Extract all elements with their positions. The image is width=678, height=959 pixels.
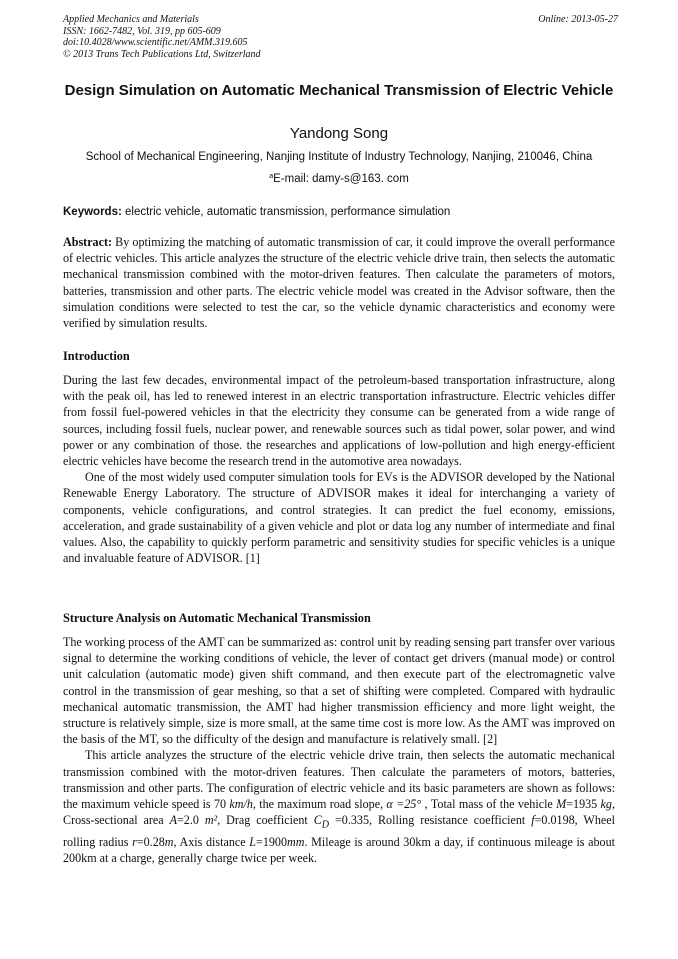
email-superscript: a <box>269 173 274 180</box>
structure-paragraph-2 <box>63 747 615 866</box>
structure-heading: Structure Analysis on Automatic Mechanical Transmission <box>63 611 371 625</box>
text-run: =2.0 <box>176 813 205 828</box>
abstract-text: By optimizing the matching of automatic transmission of car, it could improve the overall performance of electric vehicles. This article analyzes the structure of the electric vehicle drive train, then selects the automatic mechanical transmission combined with the motor-driven features. Then calculate the parameters of motors, batteries, transmission and other parts. The electric vehicle model was created in the Advisor software, then the simulation conditions were selected to test the car, so the vehicle dynamic characteristics and economy were verified by simulation results. <box>63 235 615 331</box>
text-run: =0.0198, Wheel rolling radius <box>63 813 615 849</box>
axis-symbol: L <box>249 834 256 849</box>
text-run: , Total mass of the vehicle <box>421 797 557 812</box>
text-run: , Drag coefficient <box>217 813 314 828</box>
area-unit: m² <box>204 813 218 828</box>
text-run: =1935 <box>566 797 601 812</box>
copyright: © 2013 Trans Tech Publications Ltd, Switzerland <box>63 48 261 60</box>
author: Yandong Song <box>289 125 389 142</box>
radius-unit: m <box>164 834 174 849</box>
journal-name: Applied Mechanics and Materials <box>63 14 199 25</box>
radius-symbol: r <box>132 834 137 849</box>
email <box>63 173 615 185</box>
text-run: . Mileage is around 30km a day, if continuous mileage is about 200km at a charge, generally charge twice per week. <box>63 834 616 866</box>
text-run: This article analyzes the structure of the electric vehicle drive train, then selects the automatic mechanical transmission combined with the motor-driven features. Then calculate the parameters of motors, batteries, transmission and other parts. The configuration of electric vehicle and its basic parameters are shown as follows: the maximum vehicle speed is 70 <box>63 748 615 812</box>
text-run: , the maximum road slope, <box>252 797 387 812</box>
area-symbol: A <box>169 813 177 828</box>
text-run: =0.28 <box>136 834 165 849</box>
email-text: E-mail: damy-s@163. com <box>273 173 409 185</box>
abstract <box>63 234 615 331</box>
doi: doi:10.4028/www.scientific.net/AMM.319.605 <box>63 37 248 48</box>
text-run: =1900 <box>256 834 288 849</box>
text-run: =0.335, Rolling resistance coefficient <box>329 813 532 828</box>
structure-paragraph-1: The working process of the AMT can be summarized as: control unit by reading sensing part transfer over various signal to determine the working conditions of vehicle, the lever of contact get drivers (manual mode) or control unit calculation (automatic mode) given shift command, and then execute part of the electromagnetic valve control in the transmission of gear meshing, so that a set of shifting were completed. Compared with hydraulic mechanical automatic transmission, the AMT had higher transmission efficiency and more light weight, the structure is relatively simple, size is more small, at the same time cost is more low. As the AMT was improved on the basis of the MT, so the difficulty of the design and manufacture is relatively small. [2] <box>63 635 615 747</box>
paper-title: Design Simulation on Automatic Mechanical Transmission of Electric Vehicle <box>64 82 614 99</box>
affiliation: School of Mechanical Engineering, Nanjing Institute of Industry Technology, Nanjing, 210046, China <box>85 151 593 163</box>
rolling-symbol: f <box>531 813 535 828</box>
mass-symbol: M <box>556 797 567 812</box>
mass-unit: kg <box>600 797 612 812</box>
introduction-paragraph-2: One of the most widely used computer simulation tools for EVs is the ADVISOR developed by the National Renewable Energy Laboratory. The structure of ADVISOR makes it ideal for interchanging a variety of components, vehicle configurations, and control strategies. It can predict the fuel economy, emissions, acceleration, and grade sustainability of a given vehicle and plot or data log any number of intermediate and final values. Also, the capability to quickly perform parametric and sensitivity studies for specific vehicles is a unique and invaluable feature of ADVISOR. [1] <box>63 470 615 566</box>
abstract-label: Abstract: <box>63 235 113 249</box>
text-run: , Axis distance <box>173 834 250 849</box>
online-date: Online: 2013-05-27 <box>538 14 618 25</box>
text-run: , Cross-sectional area <box>63 797 615 828</box>
keywords-label: Keywords: <box>63 206 122 218</box>
speed-unit: km/h <box>229 797 253 812</box>
structure-body <box>63 634 615 866</box>
keywords <box>63 206 615 218</box>
axis-unit: mm <box>287 834 305 849</box>
slope-angle: α =25° <box>386 797 422 812</box>
issn: ISSN: 1662-7482, Vol. 319, pp 605-609 <box>63 25 221 37</box>
introduction-heading: Introduction <box>63 349 130 363</box>
drag-subscript: D <box>321 819 330 831</box>
introduction-paragraph-1: During the last few decades, environmental impact of the petroleum-based transportation infrastructure, along with the peak oil, has led to renewed interest in an electric transportation infrastructure. Electric vehicles differ from fossil fuel-powered vehicles in that the electricity they consume can be generated from a wide range of sources, including fossil fuels, nuclear power, and renewable sources such as tidal power, solar power, and wind power or any combination of those. the researches and applications of low-pollution and high energy-efficient electric vehicles have become the research trend in the automotive area nowadays. <box>63 373 615 469</box>
keywords-text: electric vehicle, automatic transmission, performance simulation <box>125 206 451 218</box>
drag-symbol: C <box>313 813 322 828</box>
introduction-body <box>63 372 615 566</box>
journal-header <box>63 14 618 60</box>
